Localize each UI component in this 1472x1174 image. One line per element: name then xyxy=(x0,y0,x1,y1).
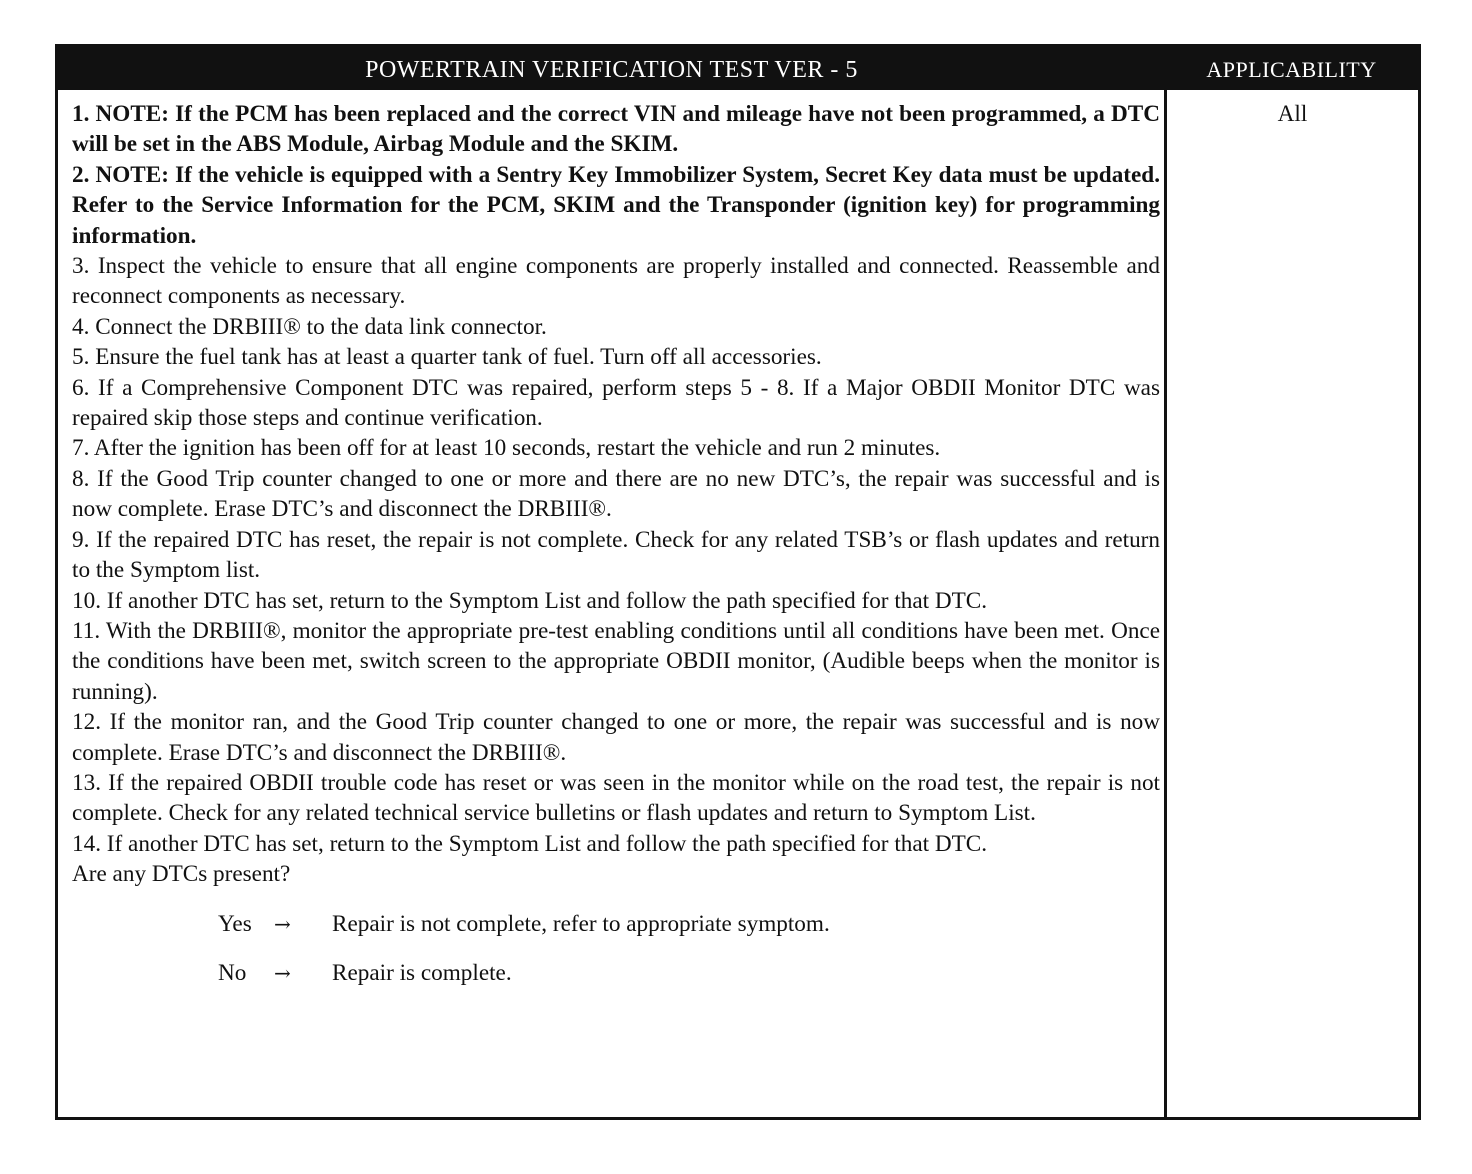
answer-no-text: Repair is complete. xyxy=(332,959,512,986)
test-title: POWERTRAIN VERIFICATION TEST VER - 5 xyxy=(365,57,858,83)
procedure-step: 4. Connect the DRBIII® to the data link connector. xyxy=(72,313,547,340)
procedure-step: 5. Ensure the fuel tank has at least a quarter tank of fuel. Turn off all accessories. xyxy=(72,344,822,371)
step-list xyxy=(72,99,1160,859)
table-header xyxy=(58,47,1418,90)
answer-yes-text: Repair is not complete, refer to appropriate symptom. xyxy=(332,910,830,937)
procedure-step: 6. If a Comprehensive Component DTC was repaired, perform steps 5 - 8. If a Major OBDII Monitor DTC was repaired skip those steps and continue verification. xyxy=(72,374,1160,432)
answer-list xyxy=(218,909,1160,988)
procedure-body xyxy=(72,99,1160,1007)
applicability-value: All xyxy=(1277,101,1308,127)
procedure-step: 10. If another DTC has set, return to the Symptom List and follow the path specified for that DTC. xyxy=(72,587,988,614)
procedure-step: 7. After the ignition has been off for at least 10 seconds, restart the vehicle and run 2 minutes. xyxy=(72,435,941,462)
procedure-step: 8. If the Good Trip counter changed to one or more and there are no new DTC’s, the repair was successful and is now complete. Erase DTC’s and disconnect the DRBIII®. xyxy=(72,465,1160,523)
procedure-step: 13. If the repaired OBDII trouble code has reset or was seen in the monitor while on the road test, the repair is not complete. Check for any related technical service bulletins or flash updates and return to Symptom List. xyxy=(72,769,1160,827)
procedure-step: 11. With the DRBIII®, monitor the appropriate pre-test enabling conditions until all conditions have been met. Once the conditions have been met, switch screen to the appropriate OBDII monitor, (Audible beeps when the monitor is running). xyxy=(72,617,1160,705)
procedure-step: 14. If another DTC has set, return to the Symptom List and follow the path specified for that DTC. xyxy=(72,830,988,857)
procedure-step: 3. Inspect the vehicle to ensure that all engine components are properly installed and connected. Reassemble and reconnect components as necessary. xyxy=(72,253,1160,310)
applicability-header: APPLICABILITY xyxy=(1206,57,1377,82)
answer-no xyxy=(218,958,1160,988)
dtc-question: Are any DTCs present? xyxy=(72,861,291,888)
answer-yes-label: Yes xyxy=(218,910,252,937)
procedure-step: 9. If the repaired DTC has reset, the repair is not complete. Check for any related TSB’s or flash updates and return to the Symptom list. xyxy=(72,526,1160,584)
right-arrow-icon: → xyxy=(274,960,291,985)
procedure-step: 12. If the monitor ran, and the Good Trip counter changed to one or more, the repair was successful and is now complete. Erase DTC’s and disconnect the DRBIII®. xyxy=(72,709,1160,766)
procedure-step: 2. NOTE: If the vehicle is equipped with a Sentry Key Immobilizer System, Secret Key data must be updated. Refer to the Service Information for the PCM, SKIM and the Transponder (ignition key) for programming information. xyxy=(72,161,1160,249)
column-divider xyxy=(1164,90,1167,1117)
answer-no-label: No xyxy=(218,959,247,986)
answer-yes xyxy=(218,909,1160,939)
procedure-step: 1. NOTE: If the PCM has been replaced and the correct VIN and mileage have not been programmed, a DTC will be set in the ABS Module, Airbag Module and the SKIM. xyxy=(72,101,1160,158)
verification-test-table xyxy=(55,44,1421,1120)
right-arrow-icon: → xyxy=(274,911,291,936)
